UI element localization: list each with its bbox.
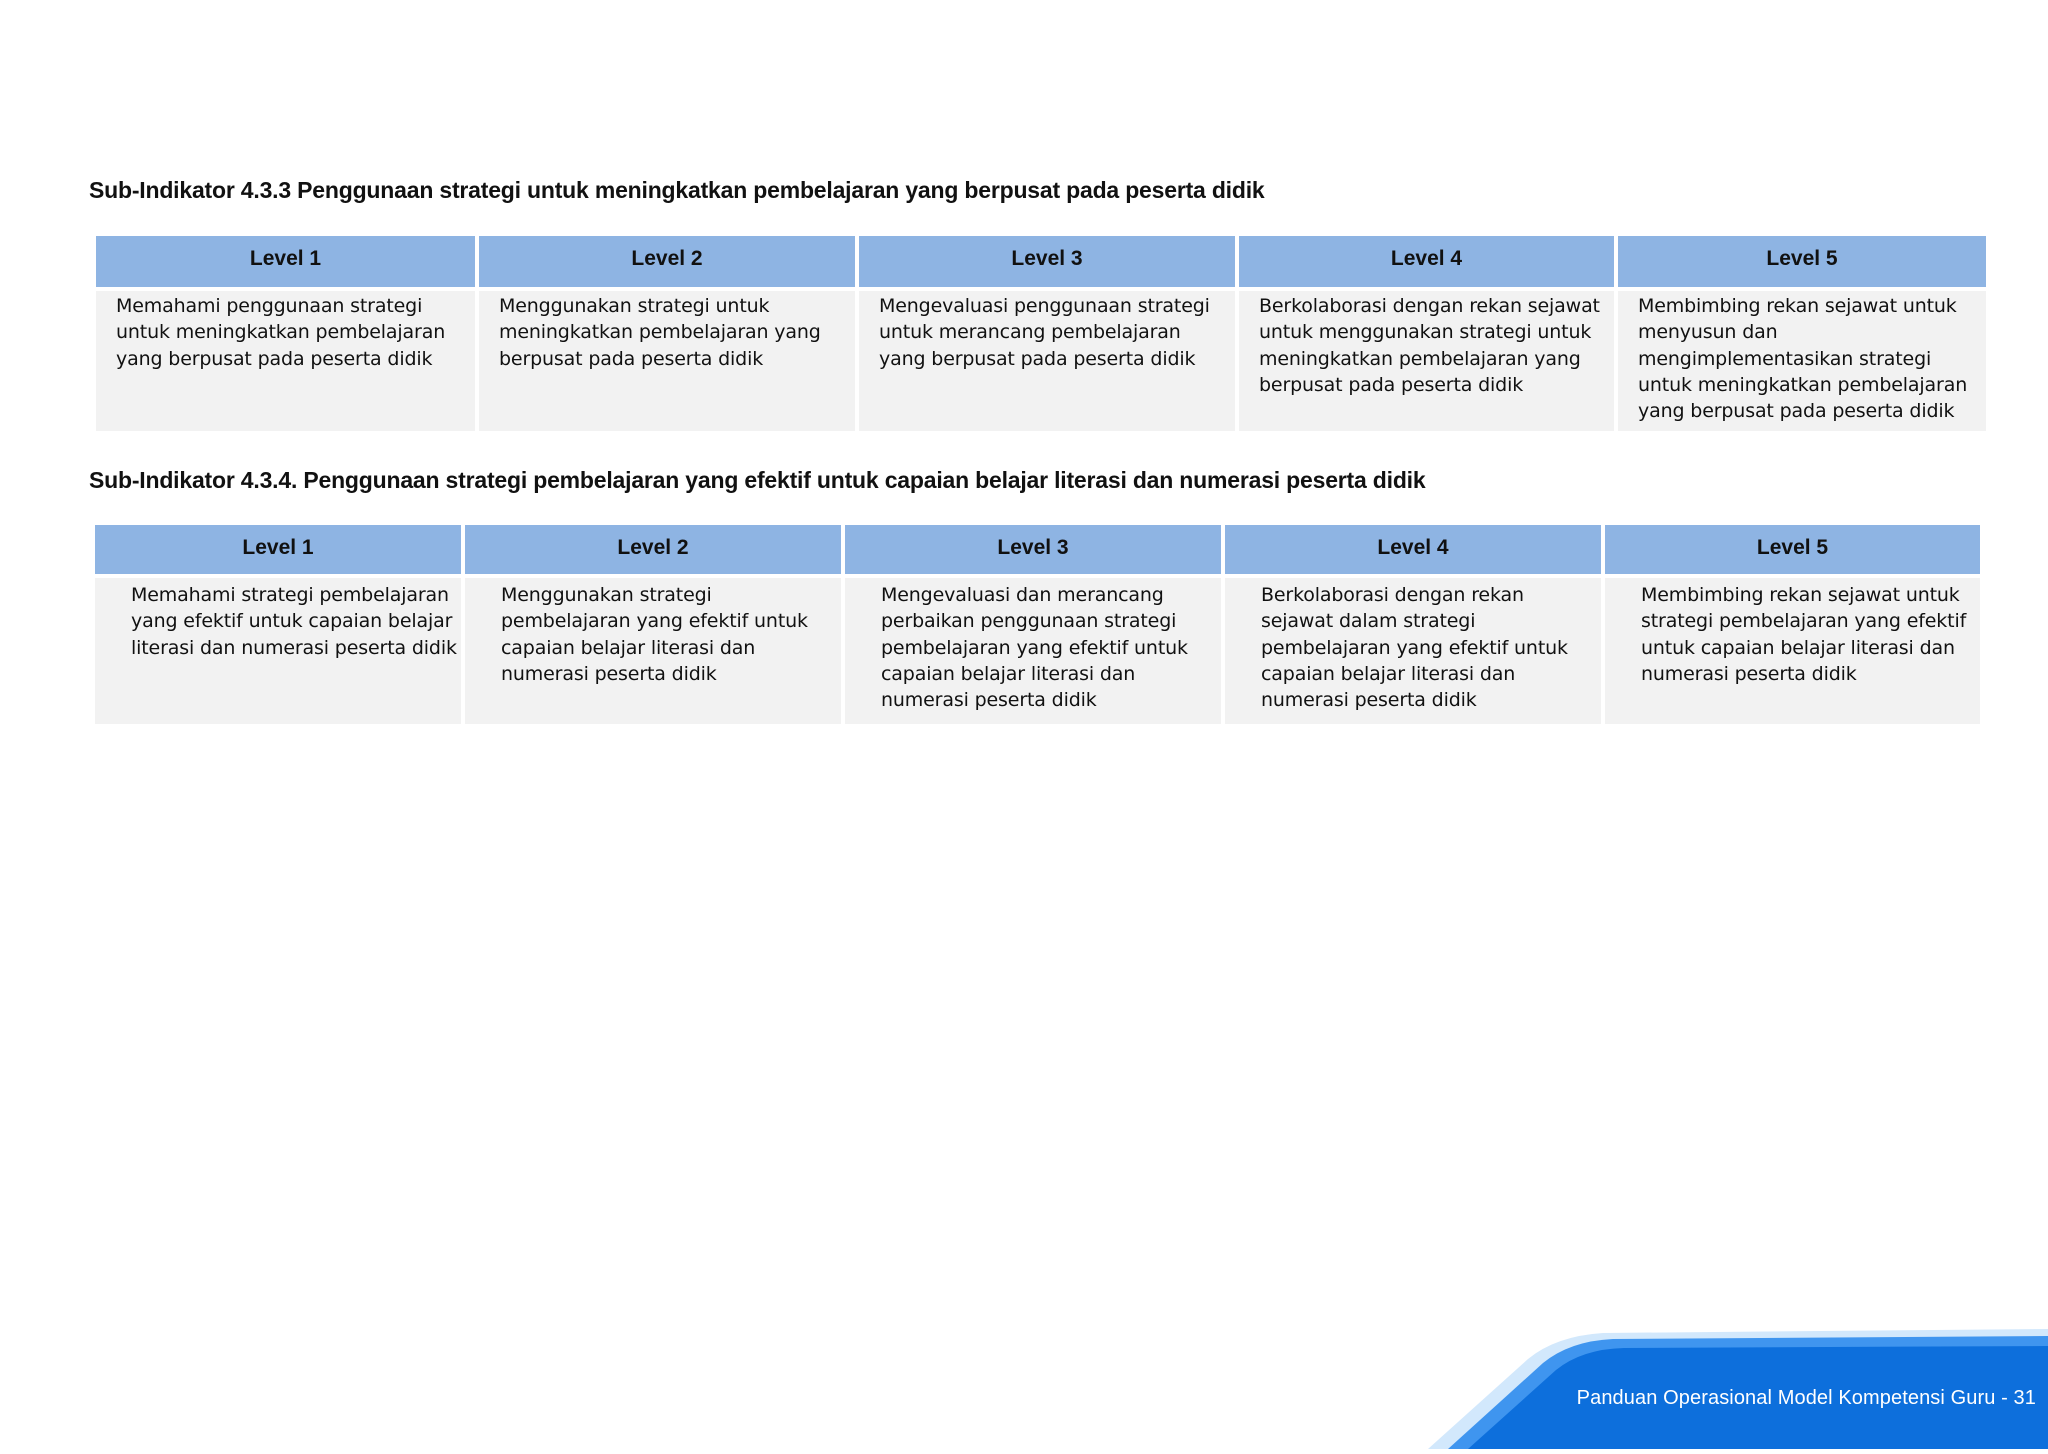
- table-header-row: [96, 236, 1986, 287]
- level-3-description: Mengevaluasi dan merancang perbaikan penggunaan strategi pembelajaran yang efektif untuk capaian belajar literasi dan numerasi peserta didik: [845, 578, 1221, 724]
- level-4-description: Berkolaborasi dengan rekan sejawat dalam strategi pembelajaran yang efektif untuk capaian belajar literasi dan numerasi peserta didik: [1225, 578, 1601, 724]
- table-row: [95, 578, 1980, 724]
- level-5-header: Level 5: [1605, 525, 1980, 574]
- level-2-description: Menggunakan strategi pembelajaran yang efektif untuk capaian belajar literasi dan numerasi peserta didik: [465, 578, 841, 724]
- level-1-header: Level 1: [96, 236, 475, 287]
- level-2-header: Level 2: [465, 525, 841, 574]
- level-4-header: Level 4: [1239, 236, 1614, 287]
- sub-indicator-4-3-4-heading: Sub-Indikator 4.3.4. Penggunaan strategi pembelajaran yang efektif untuk capaian belajar literasi dan numerasi peserta didik: [89, 467, 1426, 493]
- level-5-description: Membimbing rekan sejawat untuk strategi pembelajaran yang efektif untuk capaian belajar literasi dan numerasi peserta didik: [1605, 578, 1980, 724]
- table-row: [96, 291, 1986, 431]
- level-4-description: Berkolaborasi dengan rekan sejawat untuk menggunakan strategi untuk meningkatkan pembelajaran yang berpusat pada peserta didik: [1239, 291, 1614, 431]
- level-table-4-3-4: [91, 521, 1984, 728]
- footer-page-label: Panduan Operasional Model Kompetensi Guru - 31: [1576, 1387, 2036, 1409]
- level-3-header: Level 3: [845, 525, 1221, 574]
- level-2-description: Menggunakan strategi untuk meningkatkan pembelajaran yang berpusat pada peserta didik: [479, 291, 855, 431]
- level-5-description: Membimbing rekan sejawat untuk menyusun dan mengimplementasikan strategi untuk meningkatkan pembelajaran yang berpusat pada peserta didik: [1618, 291, 1986, 431]
- level-3-header: Level 3: [859, 236, 1235, 287]
- level-table-4-3-3: [92, 232, 1990, 435]
- footer-decoration: [1428, 1329, 2048, 1449]
- level-2-header: Level 2: [479, 236, 855, 287]
- sub-indicator-4-3-3-heading: Sub-Indikator 4.3.3 Penggunaan strategi untuk meningkatkan pembelajaran yang berpusat pada peserta didik: [89, 177, 1265, 203]
- level-5-header: Level 5: [1618, 236, 1986, 287]
- level-1-header: Level 1: [95, 525, 461, 574]
- level-3-description: Mengevaluasi penggunaan strategi untuk merancang pembelajaran yang berpusat pada peserta didik: [859, 291, 1235, 431]
- level-1-description: Memahami strategi pembelajaran yang efektif untuk capaian belajar literasi dan numerasi peserta didik: [95, 578, 461, 724]
- level-4-header: Level 4: [1225, 525, 1601, 574]
- level-1-description: Memahami penggunaan strategi untuk meningkatkan pembelajaran yang berpusat pada peserta didik: [96, 291, 475, 431]
- table-header-row: [95, 525, 1980, 574]
